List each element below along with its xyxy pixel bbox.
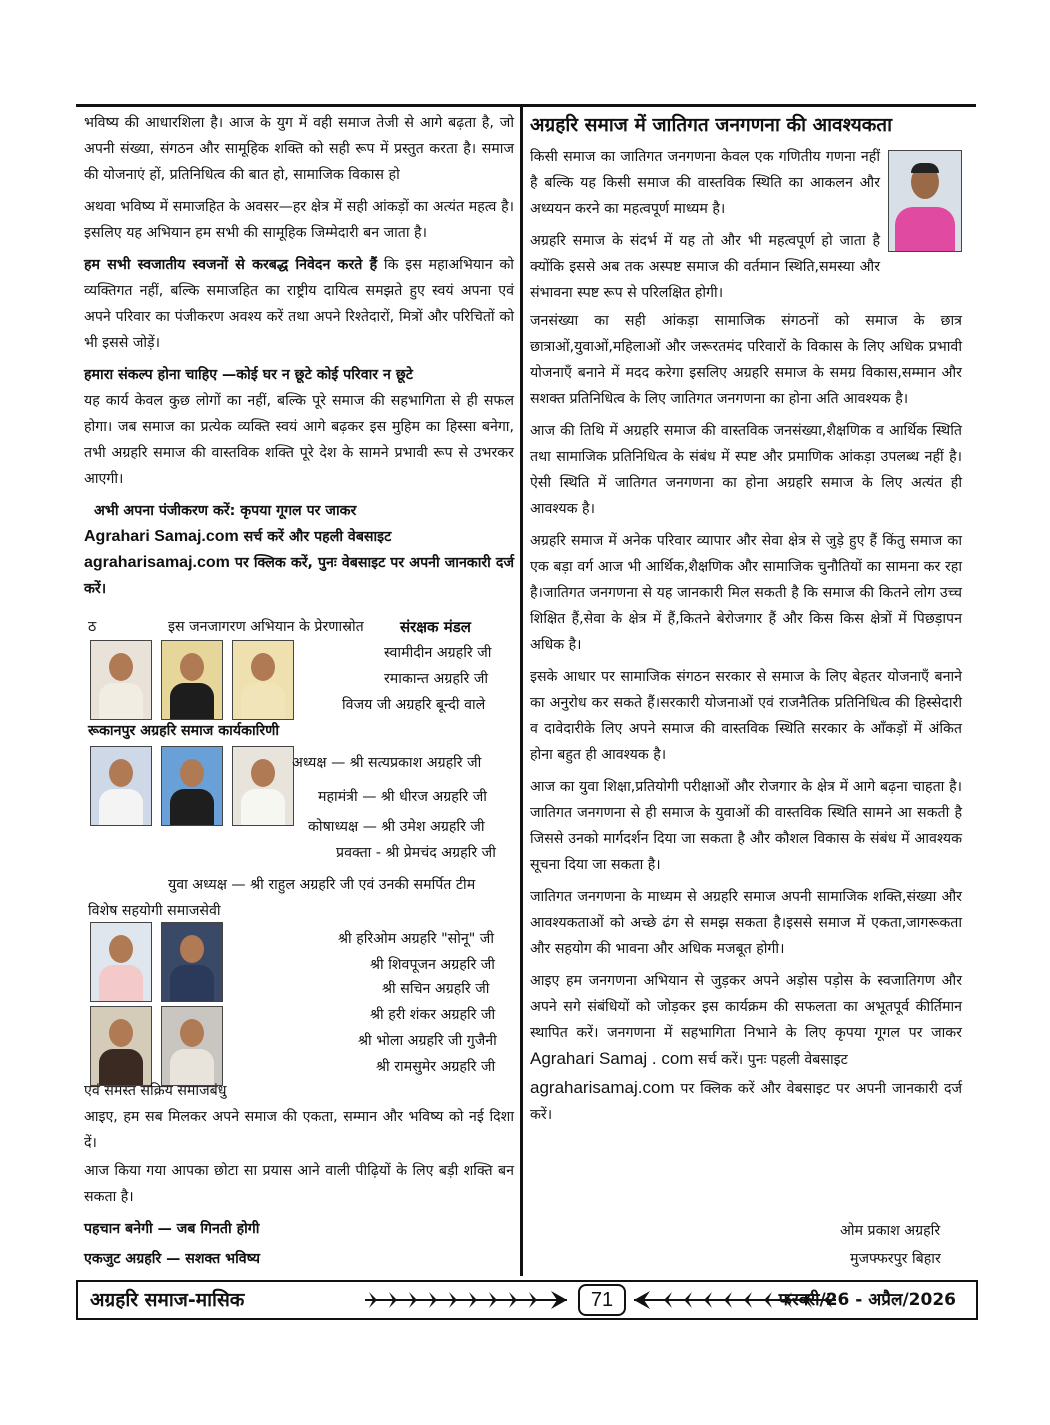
- special-member-4: श्री हरी शंकर अग्रहरि जी: [370, 1007, 496, 1023]
- special-member-1: श्री हरिओम अग्रहरि "सोनू" जी: [338, 931, 495, 947]
- inspiration-label: इस जनजागरण अभियान के प्रेरणास्रोत: [168, 619, 364, 635]
- exec-spokesperson: प्रवक्ता - श्री प्रेमचंद अग्रहरि जी: [336, 845, 496, 861]
- patron-photo-3: [232, 640, 294, 720]
- appeal-paragraph: [84, 252, 514, 356]
- slogan-2: एकजुट अग्रहरि — सशक्त भविष्य: [84, 1251, 260, 1267]
- executive-title: रूकानपुर अग्रहरि समाज कार्यकारिणी: [88, 723, 280, 739]
- exec-photo-2: [161, 746, 223, 826]
- patron-1: स्वामीदीन अग्रहरि जी: [384, 645, 492, 661]
- author-name: ओम प्रकाश अग्रहरि: [840, 1223, 941, 1239]
- exec-photo-1: [90, 746, 152, 826]
- closing-2: आज किया गया आपका छोटा सा प्रयास आने वाली पीढ़ियों के लिए बड़ी शक्ति बन सकता है।: [84, 1163, 514, 1205]
- top-rule: [76, 104, 976, 107]
- closing-1: आइए, हम सब मिलकर अपने समाज की एकता, सम्मान और भविष्य को नई दिशा दें।: [84, 1109, 514, 1151]
- resolve-text: यह कार्य केवल कुछ लोगों का नहीं, बल्कि पूरे समाज की सहभागिता से ही सफल होगा। जब समाज का प्रत्येक व्यक्ति स्वयं आगे बढ़कर इस मुहिम का हिस्सा बनेगा, तभी अग्रहरि समाज की वास्तविक शक्ति पूरे देश के सामने प्रभावी रूप से उभरकर आएगी।: [84, 393, 514, 487]
- patron-photos: [90, 640, 294, 720]
- website-link-1[interactable]: Agrahari Samaj.com: [84, 528, 239, 545]
- special-member-6: श्री रामसुमेर अग्रहरि जी: [376, 1059, 496, 1075]
- registration-line-1: अभी अपना पंजीकरण करें: कृपया गूगल पर जाकर: [94, 503, 357, 519]
- website-link-2[interactable]: agraharisamaj.com: [84, 554, 230, 571]
- left-paragraph-1: भविष्य की आधारशिला है। आज के युग में वही समाज तेजी से आगे बढ़ता है, जो अपनी संख्या, संगठन और सामूहिक शक्ति को सही रूप में प्रस्तुत करता है। समाज की योजनाएं हों, प्रतिनिधित्व की बात हो, सामाजिक विकास हो: [84, 115, 514, 183]
- patron-3: विजय जी अग्रहरि बून्दी वाले: [342, 697, 486, 713]
- slogan-1: पहचान बनेगी — जब गिनती होगी: [84, 1221, 260, 1237]
- exec-secretary: महामंत्री — श्री धीरज अग्रहरि जी: [318, 789, 487, 805]
- article-paragraph-6: इसके आधार पर सामाजिक संगठन सरकार से समाज के लिए बेहतर योजनाएँ बनाने का अनुरोध कर सकते हैं।सरकारी योजनाओं एवं राजनैतिक प्रतिनिधित्व की हिस्सेदारी व दावेदारीके लिए अपने समाज की वास्तविक स्थिति सरकार के आँकड़ों में अंकित होना बहुत ही आवश्यक है।: [530, 669, 962, 763]
- magazine-name: अग्रहरि समाज-मासिक: [90, 1289, 245, 1311]
- column-divider: [520, 104, 523, 1276]
- registration-block: [84, 498, 514, 602]
- website-link-3[interactable]: Agrahari Samaj . com: [530, 1049, 694, 1068]
- special-member-3: श्री सचिन अग्रहरि जी: [382, 981, 490, 997]
- right-column: [530, 110, 962, 1128]
- author-location: मुजफ्फरपुर बिहार: [850, 1251, 941, 1267]
- patron-photo-2: [161, 640, 223, 720]
- patron-photo-1: [90, 640, 152, 720]
- exec-treasurer: कोषाध्यक्ष — श्री उमेश अग्रहरि जी: [308, 819, 485, 835]
- special-member-2: श्री शिवपूजन अग्रहरि जी: [370, 957, 495, 973]
- special-member-5: श्री भोला अग्रहरि जी गुजैनी: [358, 1033, 497, 1049]
- appeal-text: कि इस महाअभियान को व्यक्तिगत नहीं, बल्कि समाजहित का राष्ट्रीय दायित्व समझते हुए स्वयं अपना एवं अपने परिवार का पंजीकरण अवश्य करें तथा अपने रिश्तेदारों, मित्रों और परिचितों को भी इससे जोड़ें।: [84, 257, 514, 351]
- issue-date: फरवरी/26 - अप्रैल/2026: [778, 1290, 956, 1310]
- special-photo-1: [90, 922, 152, 1002]
- left-column: [84, 110, 514, 602]
- vine-ornament-left-icon: [363, 1288, 571, 1312]
- article-paragraph-4: आज की तिथि में अग्रहरि समाज की वास्तविक जनसंख्या,शैक्षणिक व आर्थिक स्थिति तथा सामाजिक प्रतिनिधित्व के संबंध में स्पष्ट और प्रमाणिक आंकड़ा उपलब्ध नहीं है।ऐसी स्थिति में जातिगत जनगणना का होना अग्रहरि समाज के लिए अत्यंत ही आवश्यक है।: [530, 423, 962, 517]
- special-title: विशेष सहयोगी समाजसेवी: [88, 903, 221, 919]
- exec-photo-3: [232, 746, 294, 826]
- exec-president: अध्यक्ष — श्री सत्यप्रकाश अग्रहरि जी: [292, 755, 482, 771]
- special-photo-3: [90, 1006, 152, 1086]
- executive-photos: [90, 746, 294, 826]
- page-number: 71: [578, 1284, 626, 1316]
- youth-president: युवा अध्यक्ष — श्री राहुल अग्रहरि जी एवं उनकी समर्पित टीम: [168, 877, 476, 893]
- resolve-heading: हमारा संकल्प होना चाहिए —कोई घर न छूटे कोई परिवार न छूटे: [84, 367, 413, 383]
- article-paragraph-3: जनसंख्या का सही आंकड़ा सामाजिक संगठनों को समाज के छात्र छात्राओं,युवाओं,महिलाओं और जरूरतमंद परिवारों के विकास के लिए अधिक प्रभावी योजनाएँ बनाने में मदद करेगा इसलिए अग्रहरि समाज के समग्र विकास,सम्मान और सशक्त प्रतिनिधित्व के लिए जातिगत जनगणना का होना अति आवश्यक है।: [530, 313, 962, 407]
- patron-2: रमाकान्त अग्रहरि जी: [384, 671, 489, 687]
- article-paragraph-7: आज का युवा शिक्षा,प्रतियोगी परीक्षाओं और रोजगार के क्षेत्र में आगे बढ़ना चाहता है।जातिगत जनगणना से ही समाज के युवाओं की वास्तविक स्थिति सामने आ सकती है जिससे उनको मार्गदर्शन दिया जा सकता है और कौशल विकास के संबंध में आवश्यक सूचना दिया जा सकता है।: [530, 779, 962, 873]
- left-paragraph-2: अथवा भविष्य में समाजहित के अवसर—हर क्षेत्र में सही आंकड़ों का अत्यंत महत्व है। इसलिए यह अभियान हम सभी की सामूहिक जिम्मेदारी बन जाता है।: [84, 199, 514, 241]
- article-title: अग्रहरि समाज में जातिगत जनगणना की आवश्यकता: [530, 114, 893, 136]
- resolve-paragraph: [84, 362, 514, 492]
- registration-line-2: Agrahari Samaj.com सर्च करें और पहली वेबसाइट: [84, 528, 392, 545]
- special-photo-4: [161, 1006, 223, 1086]
- left-closing: [84, 1078, 514, 1272]
- special-photos: [90, 922, 223, 1086]
- all-members: एवं समस्त सक्रिय समाजबंधु: [84, 1083, 227, 1099]
- article-paragraph-8: जातिगत जनगणना के माध्यम से अग्रहरि समाज अपनी सामाजिक शक्ति,संख्या और आवश्यकताओं को अच्छे ढंग से समझ सकता है।इससे समाज में एकता,जागरूकता और सहयोग की भावना और अधिक मजबूत होगी।: [530, 889, 962, 957]
- article-paragraph-1: किसी समाज का जातिगत जनगणना केवल एक गणितीय गणना नहीं है बल्कि यह किसी समाज की वास्तविक स्थिति का आकलन और अध्ययन करने का महत्वपूर्ण माध्यम है।: [530, 149, 880, 217]
- patron-title: संरक्षक मंडल: [400, 618, 471, 636]
- article-paragraph-10: agraharisamaj.com पर क्लिक करें और वेबसाइट पर अपनी जानकारी दर्ज करें।: [530, 1078, 962, 1123]
- website-link-4[interactable]: agraharisamaj.com: [530, 1078, 675, 1097]
- registration-line-3: agraharisamaj.com पर क्लिक करें, पुनः वेबसाइट पर अपनी जानकारी दर्ज करें।: [84, 554, 514, 597]
- article-paragraph-2: अग्रहरि समाज के संदर्भ में यह तो और भी महत्वपूर्ण हो जाता है क्योंकि इससे अब तक अस्पष्ट समाज की वर्तमान स्थिति,समस्या और संभावना स्पष्ट रूप से परिलक्षित होगी।: [530, 233, 880, 301]
- article-paragraph-5: अग्रहरि समाज में अनेक परिवार व्यापार और सेवा क्षेत्र से जुड़े हुए हैं किंतु समाज का एक बड़ा वर्ग आज भी आर्थिक,शैक्षणिक और सामाजिक चुनौतियों का सामना कर रहा है।जातिगत जनगणना से यह जानकारी मिल सकती है कि समाज की कितने लोग उच्च शिक्षित हैं,सेवा के क्षेत्र में हैं,कितने बेरोजगार हैं और किस किस क्षेत्रों में पिछड़ापन अधिक है।: [530, 533, 962, 653]
- article-paragraph-9: आइए हम जनगणना अभियान से जुड़कर अपने अड़ोस पड़ोस के स्वजातिगण और अपने सगे संबंधियों को जोड़कर इस कार्यक्रम की सफलता का अभूतपूर्व कीर्तिमान स्थापित करें। जनगणना में सहभागिता निभाने के लिए कृपया गूगल पर जाकर Agrahari Samaj . com सर्च करें। पुनः पहली वेबसाइट: [530, 973, 962, 1068]
- inspiration-mark: ठ: [88, 619, 97, 635]
- special-photo-2: [161, 922, 223, 1002]
- appeal-bold: हम सभी स्वजातीय स्वजनों से करबद्ध निवेदन करते हैं: [84, 257, 378, 273]
- footer-bar: [76, 1280, 978, 1320]
